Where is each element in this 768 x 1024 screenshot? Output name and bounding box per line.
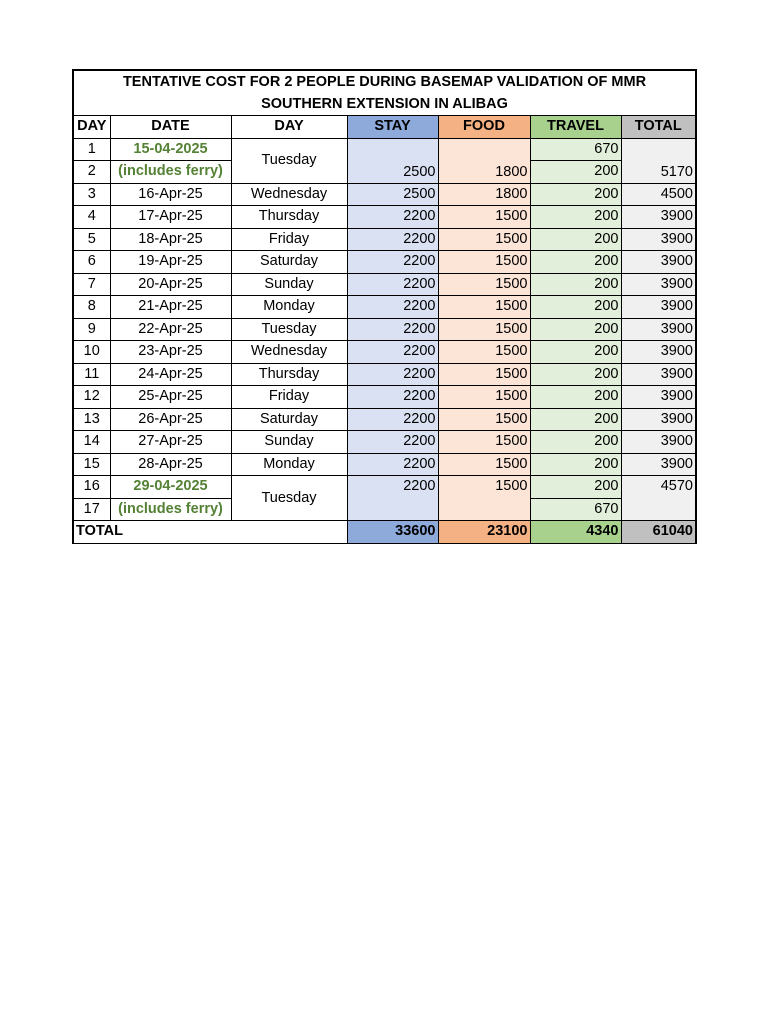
weekday-cell: Friday — [231, 386, 347, 409]
weekday-cell: Wednesday — [231, 341, 347, 364]
weekday-cell: Wednesday — [231, 183, 347, 206]
weekday-cell: Tuesday — [231, 476, 347, 521]
day-cell: 3 — [73, 183, 110, 206]
food-cell: 1500 — [438, 476, 530, 521]
day-cell: 17 — [73, 498, 110, 521]
date-cell: 22-Apr-25 — [110, 318, 231, 341]
weekday-cell: Tuesday — [231, 318, 347, 341]
totals-travel: 4340 — [530, 521, 621, 544]
travel-cell: 200 — [530, 453, 621, 476]
date-note-cell: (includes ferry) — [110, 498, 231, 521]
date-cell: 18-Apr-25 — [110, 228, 231, 251]
date-cell: 19-Apr-25 — [110, 251, 231, 274]
day-cell: 7 — [73, 273, 110, 296]
stay-cell: 2200 — [347, 453, 438, 476]
stay-cell: 2200 — [347, 431, 438, 454]
day-cell: 16 — [73, 476, 110, 499]
table-row — [73, 183, 696, 206]
stay-cell: 2200 — [347, 296, 438, 319]
travel-cell: 200 — [530, 476, 621, 499]
totals-row — [73, 521, 696, 544]
header-day: DAY — [73, 116, 110, 139]
date-cell: 29-04-2025 — [110, 476, 231, 499]
total-cell: 5170 — [621, 138, 696, 183]
table-row — [73, 476, 696, 499]
sheet-title: TENTATIVE COST FOR 2 PEOPLE DURING BASEMAP VALIDATION OF MMR SOUTHERN EXTENSION IN ALIBAG — [73, 70, 696, 116]
day-cell: 9 — [73, 318, 110, 341]
travel-cell: 200 — [530, 296, 621, 319]
date-cell: 15-04-2025 — [110, 138, 231, 161]
date-cell: 16-Apr-25 — [110, 183, 231, 206]
day-cell: 1 — [73, 138, 110, 161]
date-cell: 23-Apr-25 — [110, 341, 231, 364]
weekday-cell: Saturday — [231, 251, 347, 274]
travel-cell: 200 — [530, 273, 621, 296]
header-food: FOOD — [438, 116, 530, 139]
stay-cell: 2200 — [347, 386, 438, 409]
day-cell: 8 — [73, 296, 110, 319]
day-cell: 13 — [73, 408, 110, 431]
food-cell: 1500 — [438, 408, 530, 431]
weekday-cell: Tuesday — [231, 138, 347, 183]
table-row — [73, 138, 696, 161]
stay-cell: 2200 — [347, 318, 438, 341]
day-cell: 15 — [73, 453, 110, 476]
total-cell: 3900 — [621, 228, 696, 251]
total-cell: 3900 — [621, 296, 696, 319]
date-cell: 28-Apr-25 — [110, 453, 231, 476]
weekday-cell: Sunday — [231, 273, 347, 296]
total-cell: 3900 — [621, 341, 696, 364]
total-cell: 3900 — [621, 408, 696, 431]
total-cell: 3900 — [621, 318, 696, 341]
date-cell: 20-Apr-25 — [110, 273, 231, 296]
header-stay: STAY — [347, 116, 438, 139]
date-cell: 27-Apr-25 — [110, 431, 231, 454]
header-weekday: DAY — [231, 116, 347, 139]
header-travel: TRAVEL — [530, 116, 621, 139]
day-cell: 12 — [73, 386, 110, 409]
weekday-cell: Friday — [231, 228, 347, 251]
stay-cell: 2200 — [347, 273, 438, 296]
table-row — [73, 453, 696, 476]
weekday-cell: Sunday — [231, 431, 347, 454]
travel-cell: 200 — [530, 161, 621, 184]
travel-cell: 200 — [530, 318, 621, 341]
day-cell: 14 — [73, 431, 110, 454]
stay-cell: 2200 — [347, 341, 438, 364]
travel-cell: 200 — [530, 183, 621, 206]
total-cell: 4500 — [621, 183, 696, 206]
cost-table — [72, 69, 697, 544]
stay-cell: 2500 — [347, 183, 438, 206]
food-cell: 1500 — [438, 251, 530, 274]
date-cell: 21-Apr-25 — [110, 296, 231, 319]
food-cell: 1500 — [438, 318, 530, 341]
food-cell: 1500 — [438, 363, 530, 386]
table-row — [73, 296, 696, 319]
table-row — [73, 251, 696, 274]
travel-cell: 200 — [530, 206, 621, 229]
total-cell: 3900 — [621, 363, 696, 386]
travel-cell: 200 — [530, 431, 621, 454]
header-row — [73, 116, 696, 139]
day-cell: 2 — [73, 161, 110, 184]
header-total: TOTAL — [621, 116, 696, 139]
travel-cell: 200 — [530, 251, 621, 274]
date-cell: 17-Apr-25 — [110, 206, 231, 229]
stay-cell: 2200 — [347, 251, 438, 274]
date-cell: 24-Apr-25 — [110, 363, 231, 386]
table-row — [73, 363, 696, 386]
travel-cell: 670 — [530, 498, 621, 521]
food-cell: 1500 — [438, 228, 530, 251]
food-cell: 1500 — [438, 431, 530, 454]
stay-cell: 2200 — [347, 476, 438, 521]
date-cell: 26-Apr-25 — [110, 408, 231, 431]
day-cell: 10 — [73, 341, 110, 364]
table-row — [73, 341, 696, 364]
travel-cell: 200 — [530, 386, 621, 409]
weekday-cell: Monday — [231, 453, 347, 476]
total-cell: 3900 — [621, 453, 696, 476]
table-row — [73, 408, 696, 431]
stay-cell: 2200 — [347, 363, 438, 386]
total-cell: 3900 — [621, 206, 696, 229]
food-cell: 1500 — [438, 453, 530, 476]
travel-cell: 200 — [530, 228, 621, 251]
total-cell: 3900 — [621, 386, 696, 409]
travel-cell: 670 — [530, 138, 621, 161]
stay-cell: 2500 — [347, 138, 438, 183]
total-cell: 3900 — [621, 431, 696, 454]
weekday-cell: Saturday — [231, 408, 347, 431]
food-cell: 1500 — [438, 296, 530, 319]
weekday-cell: Thursday — [231, 206, 347, 229]
food-cell: 1500 — [438, 386, 530, 409]
day-cell: 5 — [73, 228, 110, 251]
weekday-cell: Monday — [231, 296, 347, 319]
travel-cell: 200 — [530, 408, 621, 431]
table-row — [73, 431, 696, 454]
date-cell: 25-Apr-25 — [110, 386, 231, 409]
table-row — [73, 386, 696, 409]
travel-cell: 200 — [530, 341, 621, 364]
header-date: DATE — [110, 116, 231, 139]
table-row — [73, 273, 696, 296]
food-cell: 1500 — [438, 206, 530, 229]
food-cell: 1800 — [438, 138, 530, 183]
total-cell: 3900 — [621, 273, 696, 296]
travel-cell: 200 — [530, 363, 621, 386]
table-row — [73, 206, 696, 229]
total-cell: 3900 — [621, 251, 696, 274]
stay-cell: 2200 — [347, 228, 438, 251]
totals-stay: 33600 — [347, 521, 438, 544]
food-cell: 1800 — [438, 183, 530, 206]
totals-total: 61040 — [621, 521, 696, 544]
title-row — [73, 70, 696, 116]
day-cell: 11 — [73, 363, 110, 386]
weekday-cell: Thursday — [231, 363, 347, 386]
food-cell: 1500 — [438, 273, 530, 296]
date-note-cell: (includes ferry) — [110, 161, 231, 184]
day-cell: 6 — [73, 251, 110, 274]
day-cell: 4 — [73, 206, 110, 229]
stay-cell: 2200 — [347, 408, 438, 431]
totals-label: TOTAL — [73, 521, 347, 544]
table-row — [73, 318, 696, 341]
totals-food: 23100 — [438, 521, 530, 544]
food-cell: 1500 — [438, 341, 530, 364]
stay-cell: 2200 — [347, 206, 438, 229]
table-row — [73, 228, 696, 251]
total-cell: 4570 — [621, 476, 696, 521]
